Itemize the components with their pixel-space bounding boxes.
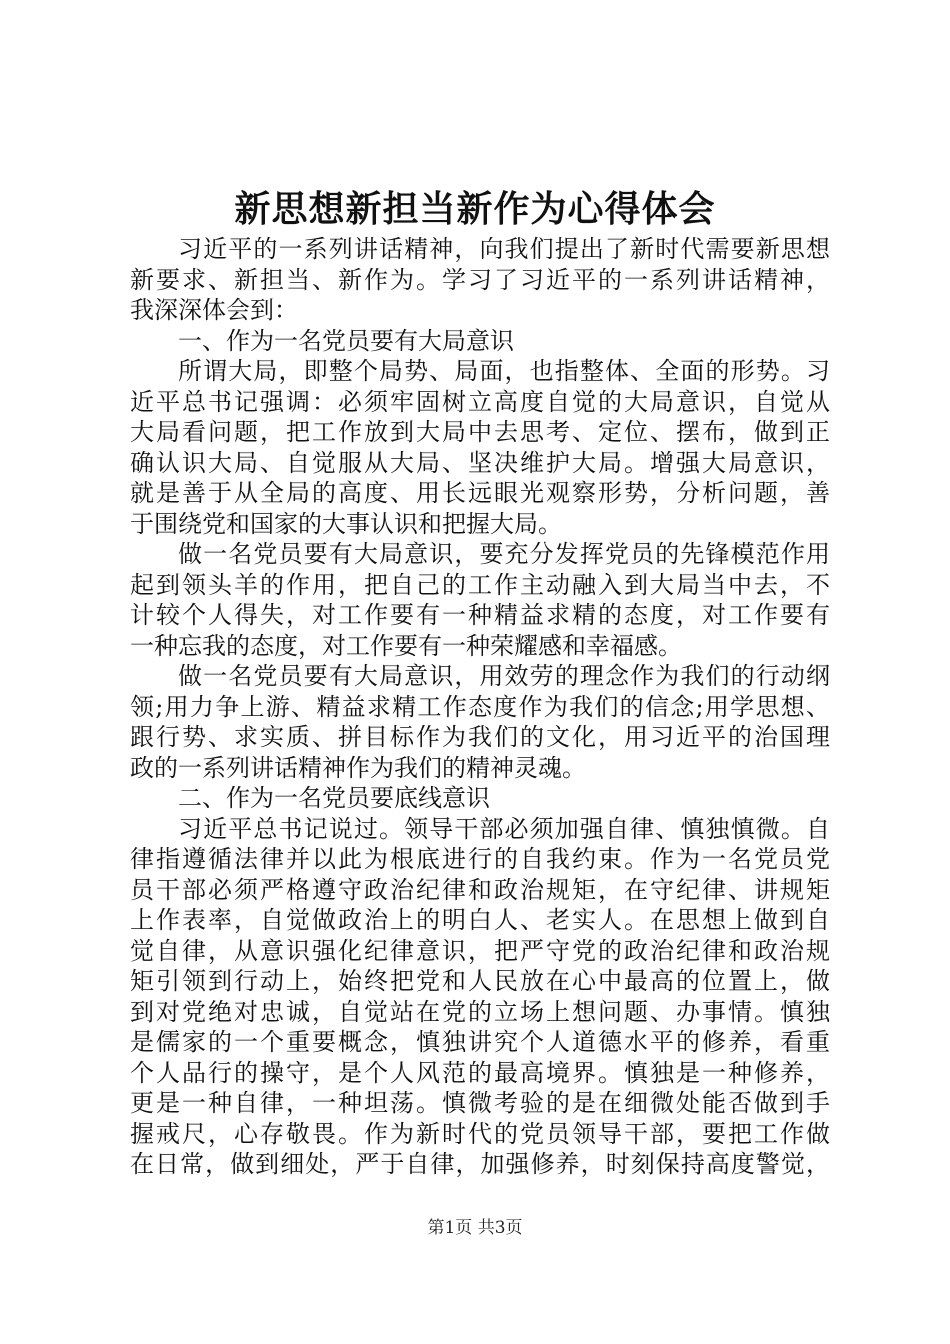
page-footer: 第1页 共3页 <box>427 1218 523 1238</box>
text-line: 握戒尺，心存敬畏。作为新时代的党员领导干部，要把工作做 <box>130 1119 830 1148</box>
text-line: 矩引领到行动上，始终把党和人民放在心中最高的位置上，做 <box>130 967 830 995</box>
text-line: 更是一种自律，一种坦荡。慎微考验的是在细微处能否做到手 <box>130 1089 830 1117</box>
text-line: 到对党绝对忠诚，自觉站在党的立场上想问题、办事情。慎独 <box>130 997 830 1026</box>
text-line: 跟行势、求实质、拼目标作为我们的文化，用习近平的治国理 <box>130 723 830 751</box>
text-line: 我深深体会到： <box>130 296 298 324</box>
text-line: 于围绕党和国家的大事认识和把握大局。 <box>130 509 562 538</box>
text-line: 习近平总书记说过。领导干部必须加强自律、慎独慎微。自 <box>178 814 830 843</box>
text-line: 做一名党员要有大局意识，用效劳的理念作为我们的行动纲 <box>178 662 830 690</box>
text-line: 政的一系列讲话精神作为我们的精神灵魂。 <box>130 753 586 782</box>
text-line: 就是善于从全局的高度、用长远眼光观察形势，分析问题，善 <box>130 479 830 507</box>
text-line: 领;用力争上游、精益求精工作态度作为我们的信念;用学思想、 <box>130 692 830 721</box>
text-line: 二、作为一名党员要底线意识 <box>178 784 490 812</box>
text-line: 在日常，做到细处，严于自律，加强修养，时刻保持高度警觉， <box>130 1150 830 1178</box>
text-line: 近平总书记强调：必须牢固树立高度自觉的大局意识，自觉从 <box>130 387 830 416</box>
text-line: 觉自律，从意识强化纪律意识，把严守党的政治纪律和政治规 <box>130 936 830 965</box>
text-line: 新要求、新担当、新作为。学习了习近平的一系列讲话精神， <box>130 265 830 294</box>
text-line: 确认识大局、自觉服从大局、坚决维护大局。增强大局意识， <box>130 448 830 477</box>
text-line: 计较个人得失，对工作要有一种精益求精的态度，对工作要有 <box>130 601 830 629</box>
text-line: 是儒家的一个重要概念，慎独讲究个人道德水平的修养，看重 <box>130 1028 830 1056</box>
document-title: 新思想新担当新作为心得体会 <box>234 188 716 230</box>
text-line: 做一名党员要有大局意识，要充分发挥党员的先锋模范作用 <box>178 540 830 568</box>
text-line: 起到领头羊的作用，把自己的工作主动融入到大局当中去，不 <box>130 570 830 599</box>
text-line: 一、作为一名党员要有大局意识 <box>178 326 514 355</box>
text-line: 个人品行的操守，是个人风范的最高境界。慎独是一种修养， <box>130 1058 830 1087</box>
text-line: 上作表率，自觉做政治上的明白人、老实人。在思想上做到自 <box>130 906 830 934</box>
text-line: 所谓大局，即整个局势、局面，也指整体、全面的形势。习 <box>178 357 830 385</box>
text-line: 员干部必须严格遵守政治纪律和政治规矩，在守纪律、讲规矩 <box>130 875 830 904</box>
text-line: 大局看问题，把工作放到大局中去思考、定位、摆布，做到正 <box>130 418 830 446</box>
text-line: 律指遵循法律并以此为根底进行的自我约束。作为一名党员党 <box>130 845 830 873</box>
text-line: 一种忘我的态度，对工作要有一种荣耀感和幸福感。 <box>130 631 682 660</box>
document-body <box>130 234 830 1180</box>
text-line: 习近平的一系列讲话精神，向我们提出了新时代需要新思想 <box>178 235 830 263</box>
